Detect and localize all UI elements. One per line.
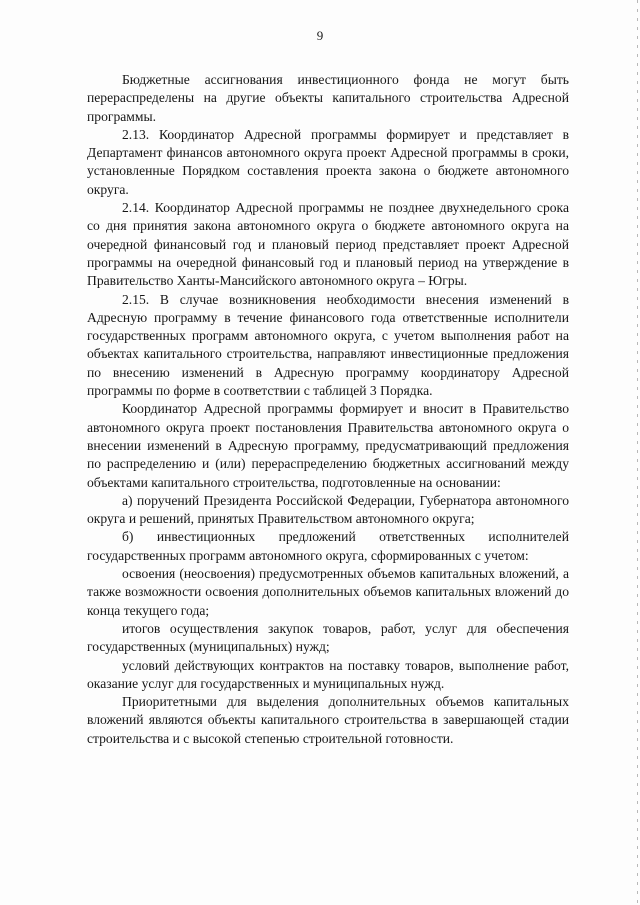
list-item-b: б) инвестиционных предложений ответственных исполнителей государственных программ автономного округа, сформированных с учетом: bbox=[87, 529, 569, 563]
paragraph-fund-allocations: Бюджетные ассигнования инвестиционного фонда не могут быть перераспределены на другие объекты капитального строительства Адресной программы. bbox=[87, 72, 569, 124]
scan-edge-line bbox=[637, 0, 638, 905]
paragraph-2-14: 2.14. Координатор Адресной программы не позднее двухнедельного срока со дня принятия закона автономного округа о бюджете автономного округа на очередной финансовый год и плановый период представляет проект Адресной программы на очередной финансовый год и плановый период на утверждение в Правительство Ханты-Мансийского автономного округа – Югры. bbox=[87, 200, 569, 289]
paragraph-coordinator: Координатор Адресной программы формирует и вносит в Правительство автономного округа проект постановления Правительства автономного округа о внесении изменений в Адресную программу, предусматривающий предложения по распределению и (или) перераспределению бюджетных ассигнований между объектами капитального строительства, подготовленные на основании: bbox=[87, 401, 569, 490]
page-number: 9 bbox=[316, 28, 324, 43]
sub-item-procurement: итогов осуществления закупок товаров, работ, услуг для обеспечения государственных (муниципальных) нужд; bbox=[87, 620, 569, 655]
paragraph-priority: Приоритетными для выделения дополнительных объемов капитальных вложений являются объекты капитального строительства в завершающей стадии строительства и с высокой степенью строительной готовности. bbox=[87, 694, 569, 746]
paragraph-2-13: 2.13. Координатор Адресной программы формирует и представляет в Департамент финансов автономного округа проект Адресной программы в сроки, установленные Порядком составления проекта закона о бюджете автономного округа. bbox=[87, 126, 569, 197]
document-body bbox=[87, 71, 569, 748]
sub-item-contracts: условий действующих контрактов на поставку товаров, выполнение работ, оказание услуг для государственных и муниципальных нужд. bbox=[87, 657, 569, 691]
list-item-a: а) поручений Президента Российской Федерации, Губернатора автономного округа и решений, принятых Правительством автономного округа; bbox=[87, 492, 569, 527]
paragraph-2-15: 2.15. В случае возникновения необходимости внесения изменений в Адресную программу в течение финансового года ответственные исполнители государственных программ автономного округа, с учетом выполнения работ на объектах капитального строительства, направляют инвестиционные предложения по внесению изменений в Адресную программу координатору Адресной программы по форме в соответствии с таблицей 3 Порядка. bbox=[87, 291, 569, 399]
sub-item-utilization: освоения (неосвоения) предусмотренных объемов капитальных вложений, а также возможности освоения дополнительных объемов капитальных вложений до конца текущего года; bbox=[87, 566, 569, 618]
